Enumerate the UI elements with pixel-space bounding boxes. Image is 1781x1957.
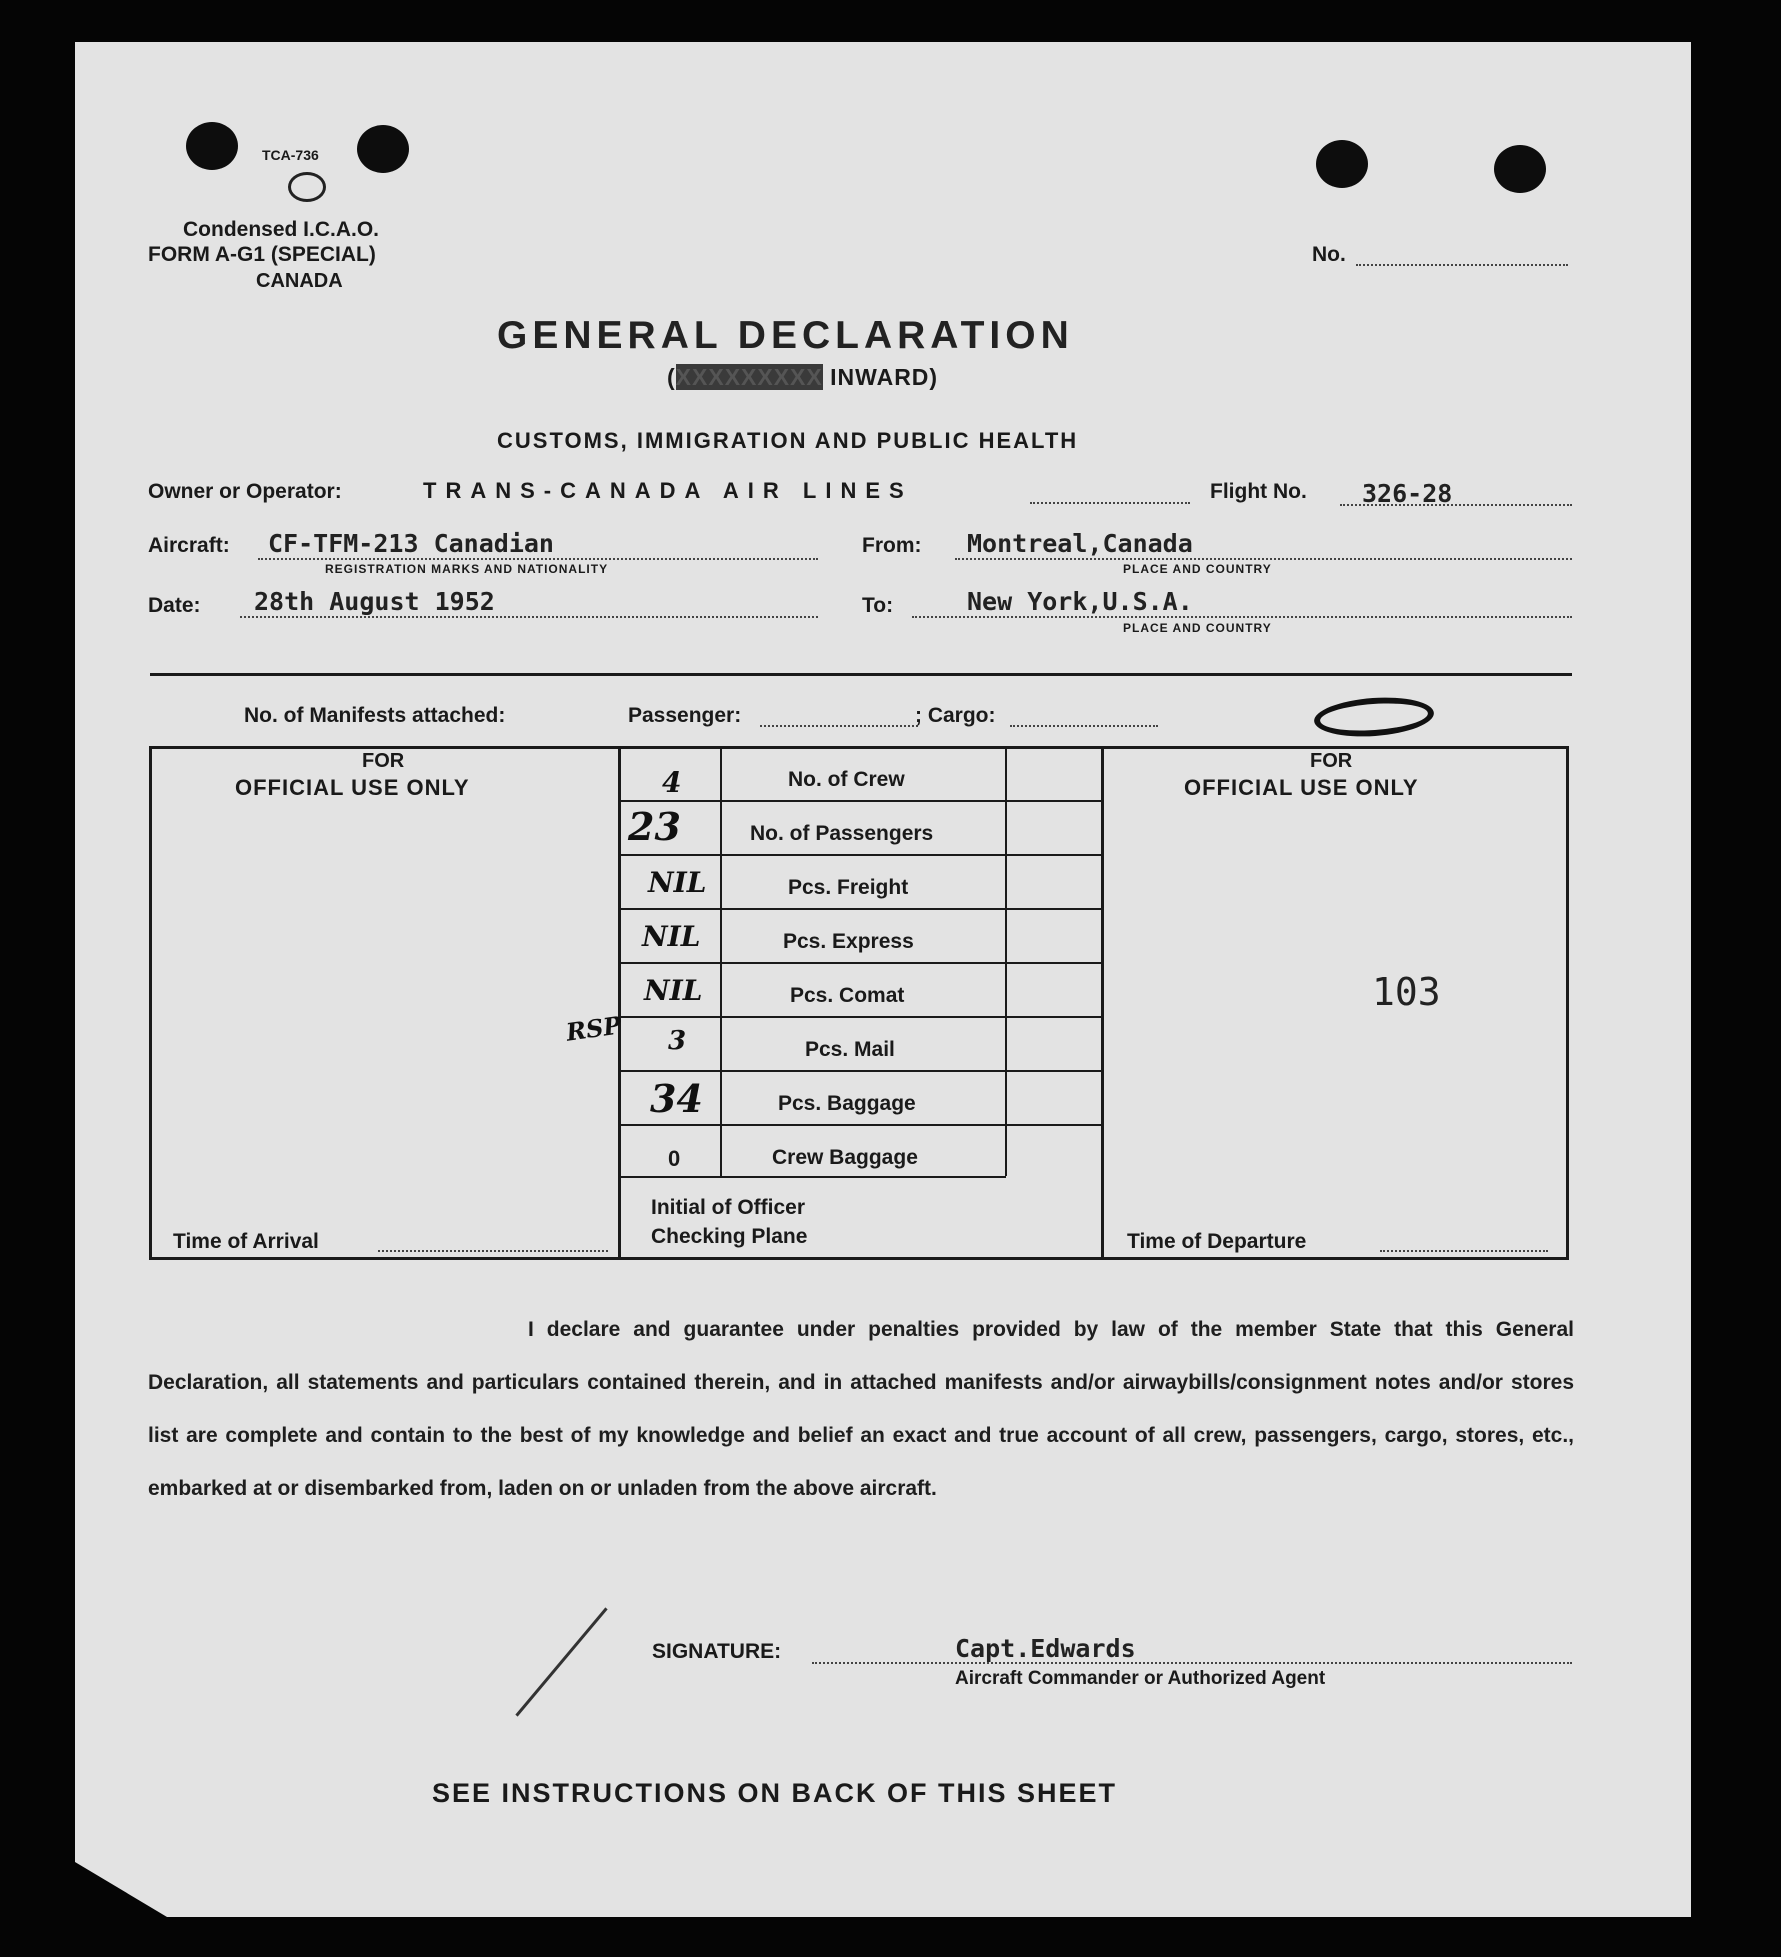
departure-label: Time of Departure (1127, 1230, 1307, 1253)
signature-caption: Aircraft Commander or Authorized Agent (955, 1668, 1326, 1689)
flight-label: Flight No. (1210, 480, 1307, 503)
page-title: GENERAL DECLARATION (497, 314, 1074, 357)
date-dots (240, 616, 818, 618)
count-row (620, 1016, 1101, 1072)
signature-value[interactable]: Capt.Edwards (955, 1634, 1136, 1663)
count-value[interactable]: 0 (668, 1146, 681, 1171)
left-official-label: OFFICIAL USE ONLY (235, 775, 470, 800)
cargo-manifest-field[interactable] (1010, 725, 1158, 727)
number-label: No. (1312, 243, 1346, 266)
from-label: From: (862, 534, 922, 557)
aircraft-caption: REGISTRATION MARKS AND NATIONALITY (325, 562, 609, 576)
punch-hole-2 (357, 125, 409, 173)
declaration-text: I declare and guarantee under penalties provided by law of the member State that this General Declaration, all statements and particulars contained therein, and in attached manifests and/or airwaybills/consignment notes and/or stores list are complete and contain to the best of my knowledge and belief an exact and true account of all crew, passengers, cargo, stores, etc., embarked at or disembarked from, laden on or unladen from the above aircraft. (148, 1318, 1574, 1500)
footer-instructions: SEE INSTRUCTIONS ON BACK OF THIS SHEET (432, 1778, 1118, 1808)
from-caption: PLACE AND COUNTRY (1123, 562, 1272, 576)
aircraft-dots (258, 558, 818, 560)
count-value[interactable]: NIL (644, 974, 703, 1007)
punch-hole-1 (186, 122, 238, 170)
flight-value[interactable]: 326-28 (1362, 479, 1453, 508)
date-value[interactable]: 28th August 1952 (254, 587, 495, 616)
date-label: Date: (148, 594, 201, 617)
count-value[interactable]: 23 (628, 804, 681, 849)
count-row (620, 908, 1101, 964)
crest-icon (288, 172, 326, 202)
count-row (620, 854, 1101, 910)
flight-dots (1340, 504, 1572, 506)
signature-label: SIGNATURE: (652, 1640, 782, 1663)
to-label: To: (862, 594, 894, 617)
count-row (620, 746, 1101, 802)
count-value[interactable]: 3 (668, 1026, 687, 1056)
count-label: No. of Passengers (750, 822, 934, 845)
section-divider (150, 673, 1572, 676)
type-inward: INWARD) (822, 364, 939, 390)
from-dots (955, 558, 1572, 560)
arrival-label: Time of Arrival (173, 1230, 319, 1253)
owner-dots (1030, 502, 1190, 504)
stamped-number: 103 (1372, 970, 1441, 1014)
officer-label-1: Initial of Officer (651, 1196, 806, 1219)
count-label: Pcs. Mail (805, 1038, 895, 1061)
count-value[interactable]: NIL (648, 866, 707, 899)
owner-value: TRANS-CANADA AIR LINES (423, 478, 913, 503)
count-label: No. of Crew (788, 768, 905, 791)
manifests-label: No. of Manifests attached: (244, 704, 506, 727)
officer-label-2: Checking Plane (651, 1225, 808, 1248)
aircraft-value[interactable]: CF-TFM-213 Canadian (268, 529, 554, 558)
signature-dots (812, 1662, 1572, 1664)
count-label: Pcs. Baggage (778, 1092, 916, 1115)
punch-hole-3 (1316, 140, 1368, 188)
counts-grid (620, 746, 1101, 1176)
passenger-manifest-field[interactable] (760, 725, 918, 727)
punch-hole-4 (1494, 145, 1546, 193)
count-row (620, 800, 1101, 856)
cargo-manifest-label: ; Cargo: (915, 704, 996, 727)
count-label: Pcs. Express (783, 930, 914, 953)
declaration-type (667, 364, 938, 391)
owner-label: Owner or Operator: (148, 480, 342, 503)
count-label: Pcs. Freight (788, 876, 909, 899)
type-struck: XXXXXXXXX (675, 364, 823, 390)
left-for-label: FOR (362, 750, 405, 772)
type-open: ( (667, 364, 676, 390)
mail-note: RSP (564, 1010, 624, 1047)
arrival-field[interactable] (378, 1250, 608, 1252)
number-field[interactable] (1356, 264, 1568, 266)
form-line-3: CANADA (256, 270, 343, 292)
count-value[interactable]: NIL (642, 920, 701, 953)
passenger-manifest-label: Passenger: (628, 704, 742, 727)
form-line-2: FORM A-G1 (SPECIAL) (148, 243, 376, 266)
count-row (620, 1070, 1101, 1126)
to-caption: PLACE AND COUNTRY (1123, 621, 1272, 635)
count-value[interactable]: 4 (662, 766, 682, 799)
to-dots (912, 616, 1572, 618)
departure-field[interactable] (1380, 1250, 1548, 1252)
from-value[interactable]: Montreal,Canada (967, 529, 1193, 558)
count-row (620, 962, 1101, 1018)
form-code: TCA-736 (262, 147, 319, 163)
count-value[interactable]: 34 (650, 1076, 703, 1121)
count-label: Pcs. Comat (790, 984, 905, 1007)
right-for-label: FOR (1310, 750, 1353, 772)
box-divider-right (1101, 746, 1104, 1260)
aircraft-label: Aircraft: (148, 534, 230, 557)
count-row (620, 1124, 1006, 1178)
authorities-heading: CUSTOMS, IMMIGRATION AND PUBLIC HEALTH (497, 428, 1079, 453)
to-value[interactable]: New York,U.S.A. (967, 587, 1193, 616)
count-label: Crew Baggage (772, 1146, 918, 1169)
right-official-label: OFFICIAL USE ONLY (1184, 775, 1419, 800)
form-line-1: Condensed I.C.A.O. (183, 218, 380, 241)
